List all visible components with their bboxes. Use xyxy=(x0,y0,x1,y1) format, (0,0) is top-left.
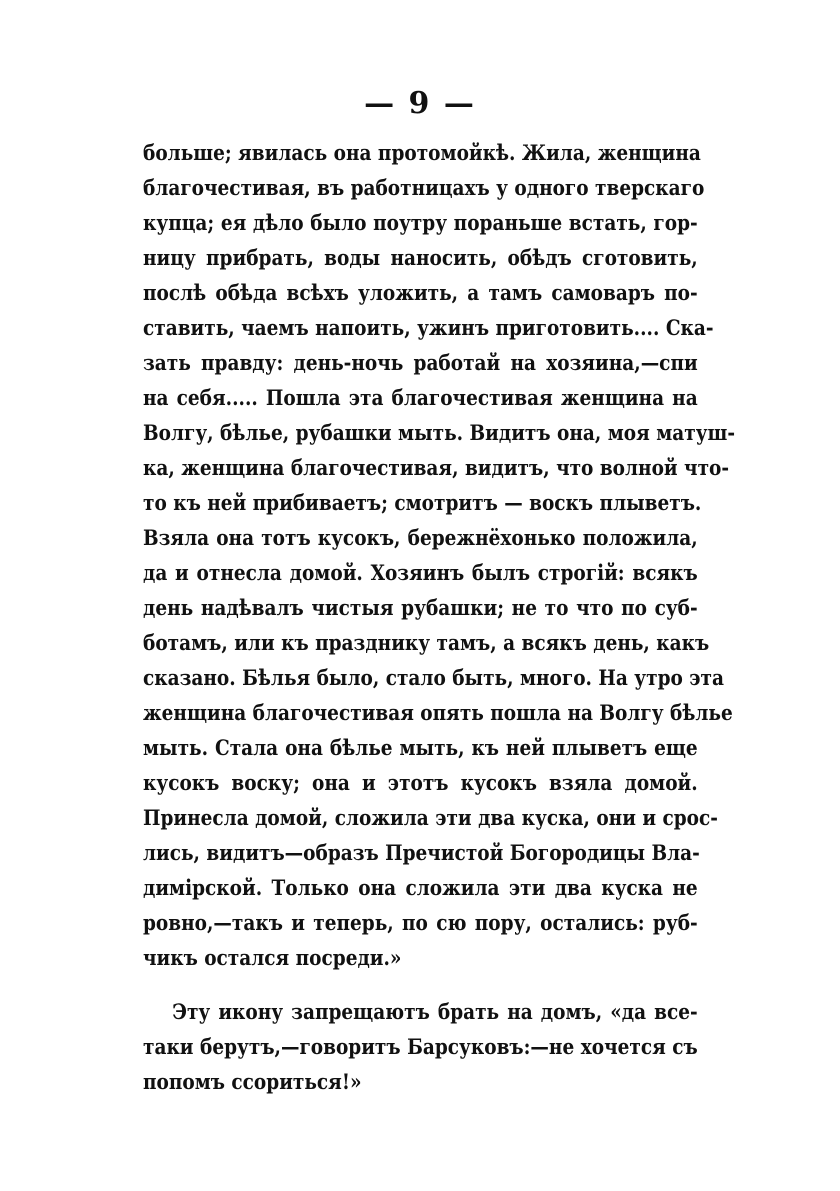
text-line: ботамъ, или къ празднику тамъ, а всякъ день, какъ xyxy=(143,631,710,656)
text-line: зать правду: день-ночь работай на хозяина,—спи xyxy=(143,351,698,376)
text-line: сказано. Бѣлья было, стало быть, много. На утро эта xyxy=(143,666,725,691)
text-line: таки берутъ,—говоритъ Барсуковъ:—не хочется съ xyxy=(143,1035,698,1060)
paragraph-1 xyxy=(143,136,736,976)
text-line: больше; явилась она протомойкѣ. Жила, женщина xyxy=(143,141,701,166)
paragraph-gap xyxy=(143,976,698,995)
text-line: ровно,—такъ и теперь, по сю пору, остались: руб- xyxy=(143,911,698,936)
text-line: то къ ней прибиваетъ; смотритъ — воскъ плыветъ. xyxy=(143,491,702,516)
text-line: лись, видитъ—образъ Пречистой Богородицы Вла- xyxy=(143,841,700,866)
page-number: — 9 — xyxy=(364,86,476,121)
paragraph-2 xyxy=(143,995,698,1100)
text-line: да и отнесла домой. Хозяинъ былъ строгій: всякъ xyxy=(143,561,698,586)
text-line: попомъ ссориться!» xyxy=(143,1070,362,1095)
text-line: чикъ остался посреди.» xyxy=(143,946,402,971)
text-line: послѣ обѣда всѣхъ уложить, а тамъ самоваръ по- xyxy=(143,281,698,306)
text-line: кусокъ воску; она и этотъ кусокъ взяла домой. xyxy=(143,771,698,796)
body-text xyxy=(143,136,736,1100)
text-line: день надѣвалъ чистыя рубашки; не то что по суб- xyxy=(143,596,698,621)
text-line: купца; ея дѣло было поутру пораньше встать, гор- xyxy=(143,211,698,236)
text-line: благочестивая, въ работницахъ у одного тверскаго xyxy=(143,176,705,201)
text-line: ницу прибрать, воды наносить, обѣдъ сготовить, xyxy=(143,246,698,271)
text-line: на себя..... Пошла эта благочестивая женщина на xyxy=(143,386,698,411)
text-line: мыть. Стала она бѣлье мыть, къ ней плыветъ еще xyxy=(143,736,698,761)
text-line: Эту икону запрещаютъ брать на домъ, «да все- xyxy=(172,1000,698,1025)
text-line: Волгу, бѣлье, рубашки мыть. Видитъ она, моя матуш- xyxy=(143,421,736,446)
text-line: Взяла она тотъ кусокъ, бережнёхонько положила, xyxy=(143,526,698,551)
text-line: димірской. Только она сложила эти два куска не xyxy=(143,876,698,901)
text-line: женщина благочестивая опять пошла на Волгу бѣлье xyxy=(143,701,733,726)
text-line: ставить, чаемъ напоить, ужинъ приготовить.... Ска- xyxy=(143,316,714,341)
text-line: ка, женщина благочестивая, видитъ, что волной что- xyxy=(143,456,730,481)
text-line: Принесла домой, сложила эти два куска, они и срос- xyxy=(143,806,718,831)
